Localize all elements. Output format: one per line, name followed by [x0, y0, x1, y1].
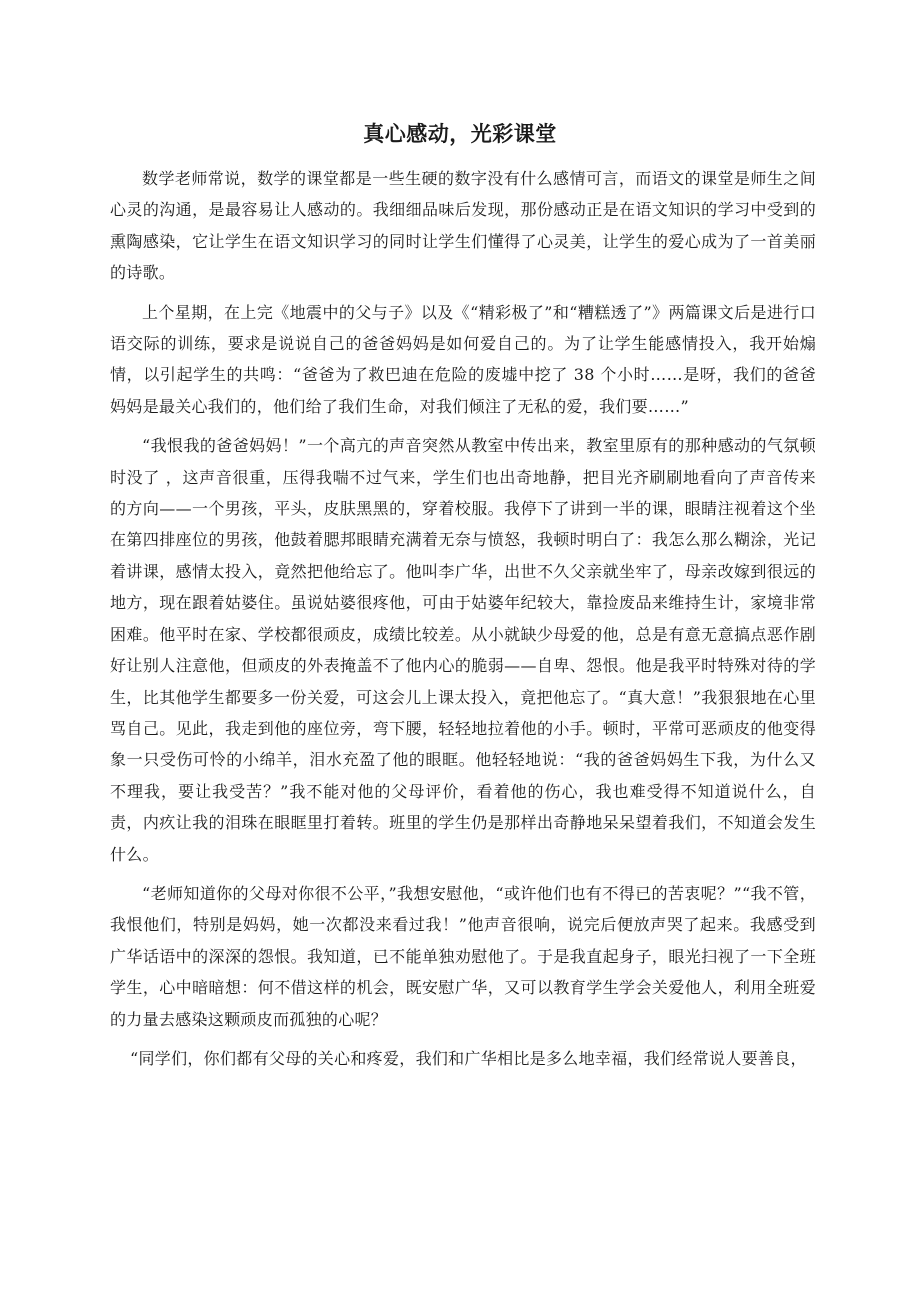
document-title: 真心感动，光彩课堂	[363, 122, 557, 146]
paragraph: “老师知道你的父母对你很不公平，”我想安慰他，“或许他们也有不得已的苦衷呢？”“我不管，我恨他们，特别是妈妈，她一次都没来看过我！”他声音很响，说完后便放声哭了起来。我感受到广华话语中的深深的怨恨。我知道，已不能单独劝慰他了。于是我直起身子，眼光扫视了一下全班学生，心中暗暗想：何不借这样的机会，既安慰广华，又可以教育学生学会关爱他人，利用全班爱的力量去感染这颗顽皮而孤独的心呢？	[110, 883, 816, 1029]
paragraph: 数学老师常说，数学的课堂都是一些生硬的数字没有什么感情可言，而语文的课堂是师生之间心灵的沟通，是最容易让人感动的。我细细品味后发现，那份感动正是在语文知识的学习中受到的熏陶感染，它让学生在语文知识学习的同时让学生们懂得了心灵美，让学生的爱心成为了一首美丽的诗歌。	[110, 169, 816, 283]
paragraph: 上个星期，在上完《地震中的父与子》以及《“精彩极了”和“糟糕透了”》两篇课文后是进行口语交际的训练，要求是说说自己的爸爸妈妈是如何爱自己的。为了让学生能感情投入，我开始煽情，以引起学生的共鸣：“爸爸为了救巴迪在危险的废墟中挖了 38 个小时……是呀，我们的爸爸妈妈是最关心我们的，他们给了我们生命，对我们倾注了无私的爱，我们要……”	[110, 302, 816, 416]
document-body	[110, 163, 816, 1082]
paragraph: “我恨我的爸爸妈妈！”一个高亢的声音突然从教室中传出来，教室里原有的那种感动的气氛顿时没了 ，这声音很重，压得我喘不过气来，学生们也出奇地静，把目光齐刷刷地看向了声音传来的方向——一个男孩，平头，皮肤黑黑的，穿着校服。我停下了讲到一半的课，眼睛注视着这个坐在第四排座位的男孩，他鼓着腮邦眼睛充满着无奈与愤怒，我顿时明白了：我怎么那么糊涂，光记着讲课，感情太投入，竟然把他给忘了。他叫李广华，出世不久父亲就坐牢了，母亲改嫁到很远的地方，现在跟着姑婆住。虽说姑婆很疼他，可由于姑婆年纪较大，靠捡废品来维持生计，家境非常困难。他平时在家、学校都很顽皮，成绩比较差。从小就缺少母爱的他，总是有意无意搞点恶作剧好让别人注意他，但顽皮的外表掩盖不了他内心的脆弱——自卑、怨恨。他是我平时特殊对待的学生，比其他学生都要多一份关爱，可这会儿上课太投入，竟把他忘了。“真大意！”我狠狠地在心里骂自己。见此，我走到他的座位旁，弯下腰，轻轻地拉着他的小手。顿时，平常可恶顽皮的他变得象一只受伤可怜的小绵羊，泪水充盈了他的眼眶。他轻轻地说：“我的爸爸妈妈生下我，为什么又不理我，要让我受苦？”我不能对他的父母评价，看着他的伤心，我也难受得不知道说什么，自责，内疚让我的泪珠在眼眶里打着转。班里的学生仍是那样出奇静地呆呆望着我们，不知道会发生什么。	[110, 436, 816, 864]
paragraph: “同学们，你们都有父母的关心和疼爱，我们和广华相比是多么地幸福，我们经常说人要善良，	[130, 1048, 807, 1068]
